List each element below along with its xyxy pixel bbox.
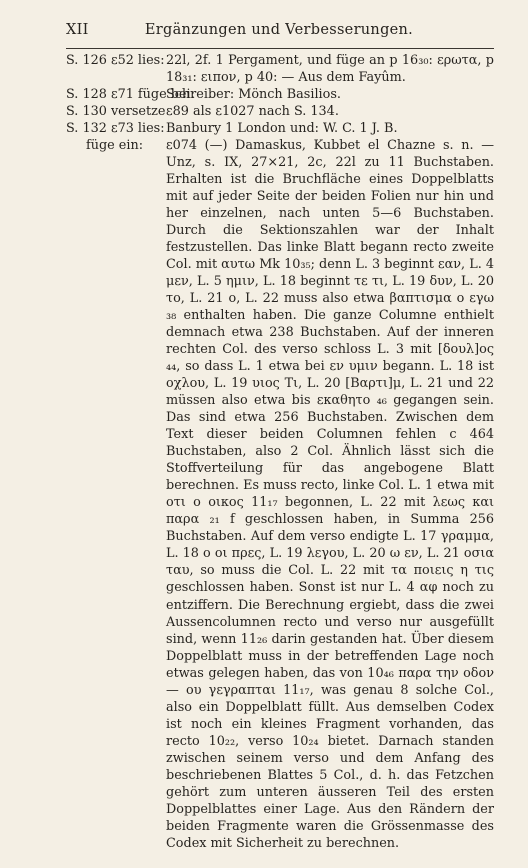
entry-label: füge ein:: [86, 138, 144, 154]
correction-entry: [66, 137, 494, 852]
correction-entry: [66, 103, 494, 120]
correction-entry: [66, 120, 494, 137]
correction-entry: [66, 86, 494, 103]
entry-label: S. 132 ε73 lies:: [66, 121, 165, 137]
entry-text: Schreiber: Mönch Basilios.: [166, 87, 341, 103]
header-title: Ergänzungen und Verbesserungen.: [144, 22, 414, 38]
header-rule: [66, 48, 494, 49]
entry-label: S. 126 ε52 lies:: [66, 53, 165, 68]
entry-label: S. 128 ε71 füge bei:: [66, 87, 195, 103]
correction-entry: [66, 52, 494, 86]
entry-text: ε89 als ε1027 nach S. 134.: [166, 104, 339, 120]
entry-text: Banbury 1 London und: W. C. 1 J. B.: [166, 121, 398, 137]
corrections-list: [66, 52, 494, 852]
entry-label: S. 130 versetze: [66, 104, 166, 120]
page-number: XII: [66, 22, 89, 38]
entry-text: ε074 (—) Damaskus, Kubbet el Chazne s. n. — Unz, s. IX, 27×21, 2c, 22l zu 11 Buchstaben. Erhalten ist die Bruchfläche eines Doppelblatts mit auf jeder Seite der beiden Folien nur hin und her einzelnen, nach unten 5—6 Buchstaben. Durch die Sektionszahlen war der Inhalt festzustellen. Das linke Blatt begann recto zweite Col. mit αυτω Mk 10₃₅; denn L. 3 beginnt εαν, L. 4 μεν, L. 5 ημιν, L. 18 beginnt τε τι, L. 19 δυν, L. 20 το, L. 21 ο, L. 22 muss also etwa βαπτισμα ο εγω ₃₈ enthalten haben. Die ganze Columne enthielt demnach etwa 238 Buchstaben. Auf der inneren rechten Col. des verso schloss L. 3 mit [δουλ]ος ₄₄, so dass L. 1 etwa bei εν υμιν begann. L. 18 ist οχλου, L. 19 υιος Τι, L. 20 [Βαρτι]μ, L. 21 und 22 müssen also etwa bis εκαθητο ₄₆ gegangen sein. Das sind etwa 256 Buchstaben. Zwischen dem Text dieser beiden Columnen fehlen c 464 Buchstaben, also 2 Col. Ähnlich lässt sich die Stoffverteilung für das angebogene Blatt berechnen. Es muss recto, linke Col. L. 1 etwa mit οτι ο οικος 11₁₇ begonnen, L. 22 mit λεως και παρα ₂₁ f geschlossen haben, in Summa 256 Buchstaben. Auf dem verso endigte L. 17 γραμμα, L. 18 ο οι πρες, L. 19 λεγου, L. 20 ω εν, L. 21 οσια ταυ, so muss die Col. L. 22 mit τα ποιεις η τις geschlossen haben. Sonst ist nur L. 4 αφ noch zu entziffern. Die Berechnung ergiebt, dass die zwei Aussencolumnen recto und verso nur ausgefüllt sind, wenn 11₂₆ darin gestanden hat. Über diesem Doppelblatt muss in der betreffenden Lage noch etwas gelegen haben, das von 10₄₆ παρα την οδον — ου γεγραπται 11₁₇, was genau 8 solche Col., also ein Doppelblatt füllt. Aus demselben Codex ist noch ein kleines Fragment vorhanden, das recto 10₂₂, verso 10₂₄ bietet. Darnach standen zwischen seinem verso und dem Anfang des beschriebenen Blattes 5 Col., d. h. das Fetzchen gehört zum unteren äusseren Teil des ersten Doppelblattes einer Lage. Aus den Rändern der beiden Fragmente waren die Grössenmasse des Codex mit Sicherheit zu berechnen.: [166, 138, 494, 851]
entry-text: 22l, 2f. 1 Pergament, und füge an p 16₃₀: ερωτα, p 18₃₁: ειπον, p 40: — Aus dem Fayûm.: [166, 53, 494, 86]
